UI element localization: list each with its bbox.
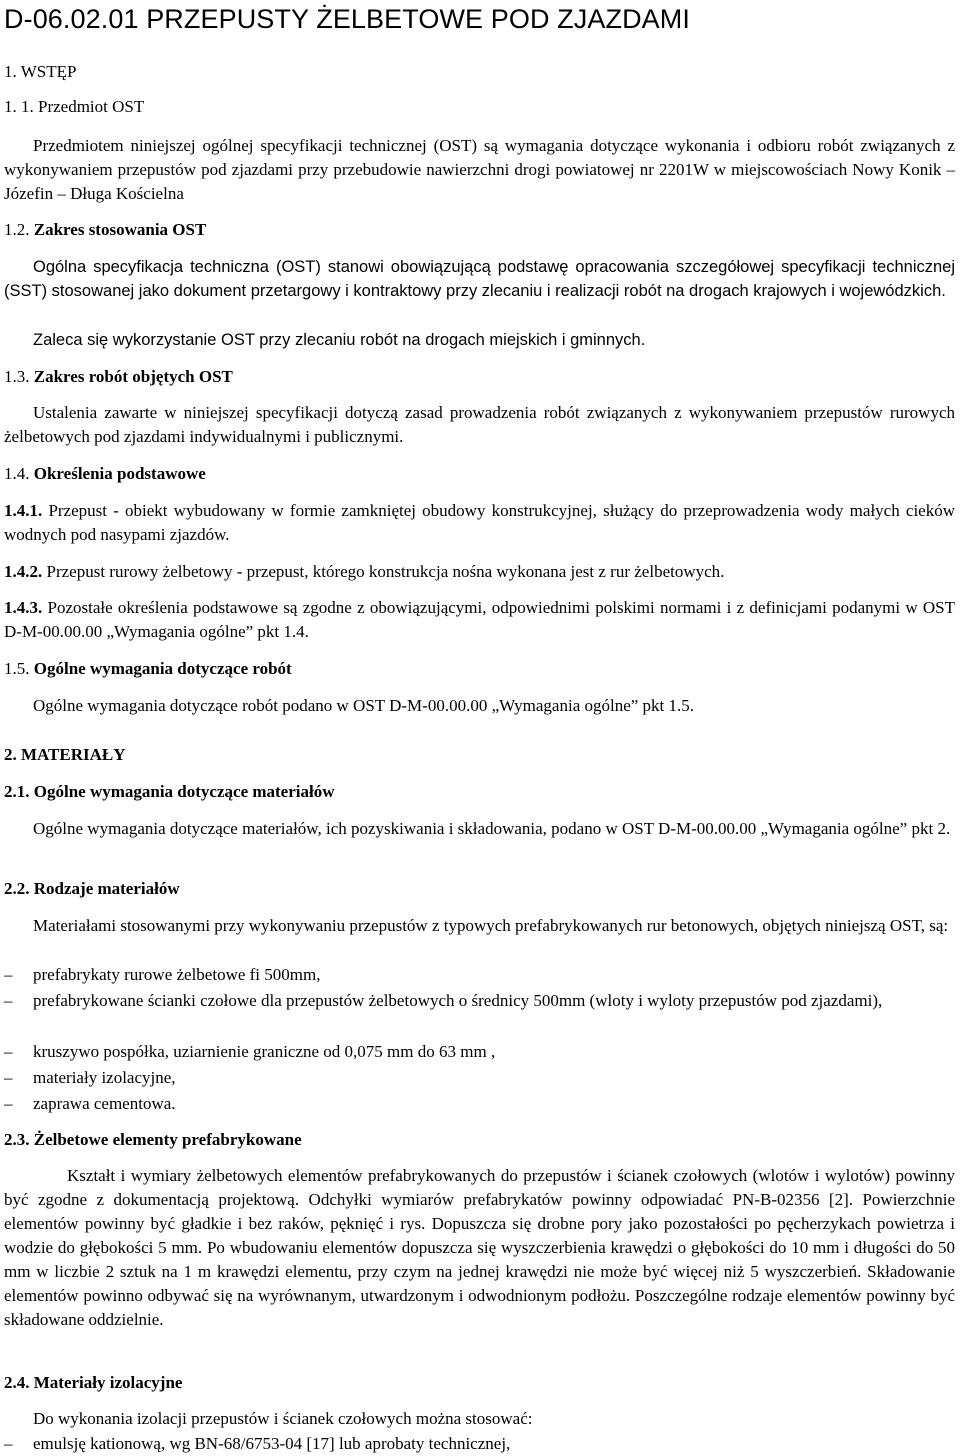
section-number: 1.4. — [4, 464, 30, 483]
subsection-heading-2-1: 2.1. Ogólne wymagania dotyczące materiałów — [4, 782, 335, 801]
subsection-heading-1-2 — [4, 218, 206, 242]
list-bullet: – — [4, 1434, 13, 1453]
list-item: prefabrykaty rurowe żelbetowe fi 500mm, — [33, 965, 321, 984]
definition-text: Pozostałe określenia podstawowe są zgodne z obowiązującymi, odpowiednimi polskimi normami i z definicjami podanymi w OST D-M-00.00.00 „Wymagania ogólne” pkt 1.4. — [4, 598, 956, 641]
definition-text: Przepust rurowy żelbetowy - przepust, którego konstrukcja nośna wykonana jest z rur żelbetowych. — [46, 562, 725, 581]
paragraph-1-2-recommendation: Zaleca się wykorzystanie OST przy zlecaniu robót na drogach miejskich i gminnych. — [33, 331, 646, 349]
paragraph-1-3: Ustalenia zawarte w niniejszej specyfikacji dotyczą zasad prowadzenia robót związanych z wykonywaniem przepustów rurowych żelbetowych pod zjazdami indywidualnymi i publicznymi. — [4, 403, 955, 446]
list-bullet: – — [4, 1094, 13, 1113]
subsection-heading-1-4 — [4, 462, 206, 486]
definition-1-4-2 — [4, 560, 955, 584]
list-bullet: – — [4, 991, 13, 1010]
paragraph-1-1: Przedmiotem niniejszej ogólnej specyfikacji technicznej (OST) są wymagania dotyczące wykonania i odbioru robót związanych z wykonywaniem przepustów pod zjazdami przy przebudowie nawierzchni drogi powiatowej nr 2201W w miejscowościach Nowy Konik – Józefin – Długa Kościelna — [4, 136, 955, 203]
section-title: Ogólne wymagania dotyczące robót — [33, 659, 292, 678]
section-number: 1.5. — [4, 659, 30, 678]
list-bullet: – — [4, 1042, 13, 1061]
paragraph-1-2: Ogólna specyfikacja techniczna (OST) stanowi obowiązującą podstawę opracowania szczegółowej specyfikacji technicznej (SST) stosowanej jako dokument przetargowy i kontraktowy przy zlecaniu i realizacji robót na drogach krajowych i wojewódzkich. — [4, 258, 955, 300]
list-item: kruszywo pospółka, uziarnienie graniczne od 0,075 mm do 63 mm , — [33, 1042, 496, 1061]
section-title: Zakres robót objętych OST — [33, 367, 233, 386]
paragraph-2-1: Ogólne wymagania dotyczące materiałów, ich pozyskiwania i składowania, podano w OST D-M-00.00.00 „Wymagania ogólne” pkt 2. — [33, 819, 951, 838]
subsection-heading-2-3: 2.3. Żelbetowe elementy prefabrykowane — [4, 1130, 302, 1149]
section-title: Określenia podstawowe — [33, 464, 206, 483]
section-number: 1.2. — [4, 220, 30, 239]
section-title: Zakres stosowania OST — [33, 220, 207, 239]
subsection-heading-1-5 — [4, 657, 292, 681]
list-item: zaprawa cementowa. — [33, 1094, 176, 1113]
subsection-heading-1-3 — [4, 365, 233, 389]
subsection-heading-1-1: 1. 1. Przedmiot OST — [4, 97, 145, 116]
list-bullet: – — [4, 1068, 13, 1087]
list-item: emulsję kationową, wg BN-68/6753-04 [17] lub aprobaty technicznej, — [33, 1434, 511, 1453]
section-number: 1.3. — [4, 367, 30, 386]
paragraph-2-3: Kształt i wymiary żelbetowych elementów prefabrykowanych do przepustów i ścianek czołowych (wlotów i wylotów) powinny być zgodne z dokumentacją projektową. Odchyłki wymiarów prefabrykatów powinny odpowiadać PN-B-02356 [2]. Powierzchnie elementów powinny być gładkie i bez raków, pęknięć i rys. Dopuszcza się drobne pory jako pozostałości po pęcherzykach powietrza i wodzie do głębokości 5 mm. Po wbudowaniu elementów dopuszcza się wyszczerbienia krawędzi o głębokości do 10 mm i długości do 50 mm w liczbie 2 sztuk na 1 m krawędzi elementu, przy czym na jednej krawędzi nie może być więcej niż 5 wyszczerbień. Składowanie elementów powinno odbywać się na wyrównanym, utwardzonym i odwodnionym podłożu. Poszczególne rodzaje elementów powinny być składowane oddzielnie. — [4, 1166, 955, 1329]
section-heading-wstep: 1. WSTĘP — [4, 62, 77, 81]
list-item: materiały izolacyjne, — [33, 1068, 176, 1087]
definition-1-4-1 — [4, 499, 955, 547]
definition-text: Przepust - obiekt wybudowany w formie zamkniętej obudowy konstrukcyjnej, służący do przeprowadzenia wody małych cieków wodnych pod nasypami zjazdów. — [4, 501, 955, 544]
definition-number: 1.4.1. — [4, 501, 43, 520]
document-title: D-06.02.01 PRZEPUSTY ŻELBETOWE POD ZJAZDAMI — [4, 4, 690, 34]
paragraph-2-2: Materiałami stosowanymi przy wykonywaniu przepustów z typowych prefabrykowanych rur betonowych, objętych niniejszą OST, są: — [33, 916, 949, 935]
definition-number: 1.4.2. — [4, 562, 43, 581]
paragraph-1-5: Ogólne wymagania dotyczące robót podano w OST D-M-00.00.00 „Wymagania ogólne” pkt 1.5. — [33, 696, 695, 715]
section-heading-materialy: 2. MATERIAŁY — [4, 745, 126, 764]
subsection-heading-2-2: 2.2. Rodzaje materiałów — [4, 879, 180, 898]
paragraph-2-4: Do wykonania izolacji przepustów i ścianek czołowych można stosować: — [33, 1409, 533, 1428]
subsection-heading-2-4: 2.4. Materiały izolacyjne — [4, 1373, 183, 1392]
list-bullet: – — [4, 965, 13, 984]
definition-number: 1.4.3. — [4, 598, 43, 617]
definition-1-4-3 — [4, 596, 955, 644]
list-item: prefabrykowane ścianki czołowe dla przepustów żelbetowych o średnicy 500mm (wloty i wyloty przepustów pod zjazdami), — [33, 991, 883, 1010]
